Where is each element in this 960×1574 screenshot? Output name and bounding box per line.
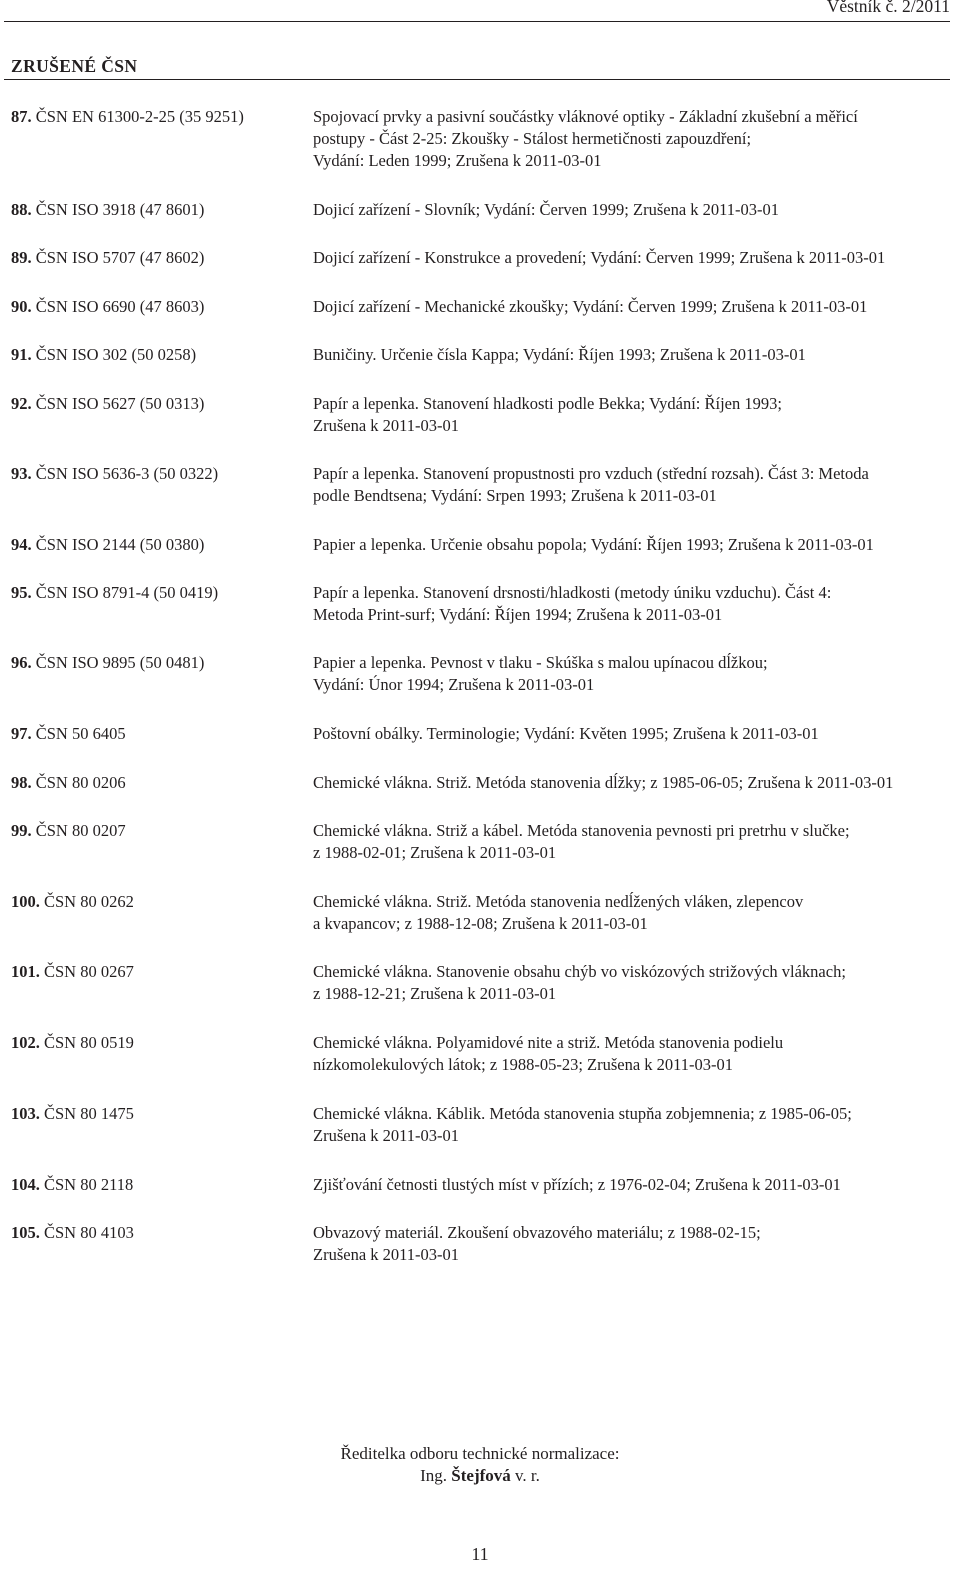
page-number: 11 (471, 1544, 489, 1564)
header-title: Věstník č. 2/2011 (826, 0, 950, 16)
entry-description (313, 344, 953, 366)
entry-description (313, 296, 953, 318)
entry-description-line: podle Bendtsena; Vydání: Srpen 1993; Zrušena k 2011-03-01 (313, 486, 717, 505)
entry-description (313, 199, 953, 221)
entry-description (313, 772, 953, 794)
entry-description (313, 393, 953, 437)
entry-description (313, 1103, 953, 1147)
entry-number: 87. (11, 107, 32, 126)
signature-name: Štejfová (451, 1466, 511, 1485)
section-rule (4, 79, 950, 80)
entry-description-line: Zrušena k 2011-03-01 (313, 1126, 460, 1145)
entry-description-line: Zjišťování četnosti tlustých míst v přízích; z 1976-02-04; Zrušena k 2011-03-01 (313, 1175, 841, 1194)
entry-code (11, 1174, 133, 1196)
entry-description-line: z 1988-02-01; Zrušena k 2011-03-01 (313, 843, 557, 862)
entry-code (11, 1103, 134, 1125)
entry-number: 99. (11, 821, 32, 840)
entry-standard: ČSN 80 2118 (44, 1175, 134, 1194)
entry-code (11, 344, 196, 366)
entry-number: 94. (11, 535, 32, 554)
entry-description (313, 106, 953, 172)
entry-standard: ČSN 80 4103 (44, 1223, 134, 1242)
entry-code (11, 891, 134, 913)
entry-description-line: Vydání: Leden 1999; Zrušena k 2011-03-01 (313, 151, 602, 170)
entry-description (313, 891, 953, 935)
entry-description-line: z 1988-12-21; Zrušena k 2011-03-01 (313, 984, 557, 1003)
entry-description-line: Papír a lepenka. Stanovení hladkosti podle Bekka; Vydání: Říjen 1993; (313, 394, 782, 413)
entry-number: 97. (11, 724, 32, 743)
entry-standard: ČSN ISO 5636-3 (50 0322) (35, 464, 219, 483)
entry-standard: ČSN ISO 6690 (47 8603) (35, 297, 205, 316)
entry-code (11, 463, 218, 485)
entry-standard: ČSN 80 0206 (35, 773, 126, 792)
entry-code (11, 652, 204, 674)
entry-number: 98. (11, 773, 32, 792)
entry-description-line: Dojicí zařízení - Konstrukce a provedení; Vydání: Červen 1999; Zrušena k 2011-03-01 (313, 248, 886, 267)
entry-standard: ČSN EN 61300-2-25 (35 9251) (35, 107, 244, 126)
entry-description-line: Metoda Print-surf; Vydání: Říjen 1994; Zrušena k 2011-03-01 (313, 605, 723, 624)
entry-standard: ČSN ISO 302 (50 0258) (35, 345, 197, 364)
signature-name-line (0, 1465, 960, 1487)
entry-description-line: Poštovní obálky. Terminologie; Vydání: Květen 1995; Zrušena k 2011-03-01 (313, 724, 819, 743)
entry-description-line: Chemické vlákna. Káblik. Metóda stanovenia stupňa zobjemnenia; z 1985-06-05; (313, 1104, 852, 1123)
entry-standard: ČSN 50 6405 (35, 724, 126, 743)
entry-number: 104. (11, 1175, 40, 1194)
entry-number: 96. (11, 653, 32, 672)
entry-description (313, 247, 953, 269)
entry-code (11, 106, 244, 128)
entry-description-line: Dojicí zařízení - Slovník; Vydání: Červen 1999; Zrušena k 2011-03-01 (313, 200, 780, 219)
entry-description (313, 961, 953, 1005)
entry-standard: ČSN 80 1475 (44, 1104, 134, 1123)
entry-description-line: Chemické vlákna. Striž. Metóda stanovenia dĺžky; z 1985-06-05; Zrušena k 2011-03-01 (313, 773, 894, 792)
entry-code (11, 393, 204, 415)
entry-description (313, 1032, 953, 1076)
entry-description-line: Papier a lepenka. Určenie obsahu popola; Vydání: Říjen 1993; Zrušena k 2011-03-01 (313, 535, 874, 554)
entry-standard: ČSN 80 0519 (44, 1033, 134, 1052)
entry-number: 93. (11, 464, 32, 483)
entry-description (313, 1222, 953, 1266)
entry-description-line: Buničiny. Určenie čísla Kappa; Vydání: Říjen 1993; Zrušena k 2011-03-01 (313, 345, 806, 364)
entry-description-line: a kvapancov; z 1988-12-08; Zrušena k 2011-03-01 (313, 914, 648, 933)
entry-code (11, 723, 126, 745)
signature-title: Ředitelka odboru technické normalizace: (340, 1444, 620, 1463)
entry-standard: ČSN ISO 9895 (50 0481) (35, 653, 205, 672)
entry-standard: ČSN 80 0267 (44, 962, 134, 981)
entry-description-line: Papier a lepenka. Pevnost v tlaku - Skúška s malou upínacou dĺžkou; (313, 653, 768, 672)
entry-description-line: Chemické vlákna. Striž. Metóda stanovenia nedĺžených vláken, zlepencov (313, 892, 804, 911)
entry-code (11, 1032, 134, 1054)
entry-number: 102. (11, 1033, 40, 1052)
entry-description (313, 1174, 953, 1196)
entry-description-line: Chemické vlákna. Polyamidové nite a striž. Metóda stanovenia podielu (313, 1033, 784, 1052)
entry-description-line: Papír a lepenka. Stanovení propustnosti pro vzduch (střední rozsah). Část 3: Metoda (313, 464, 869, 483)
entry-number: 88. (11, 200, 32, 219)
entry-description (313, 534, 953, 556)
entry-code (11, 247, 204, 269)
entry-code (11, 1222, 134, 1244)
entry-code (11, 199, 204, 221)
entry-code (11, 296, 204, 318)
signature-suffix: v. r. (510, 1466, 540, 1485)
entry-standard: ČSN ISO 5627 (50 0313) (35, 394, 205, 413)
entry-number: 91. (11, 345, 32, 364)
entry-description (313, 652, 953, 696)
entry-description-line: postupy - Část 2-25: Zkoušky - Stálost hermetičnosti zapouzdření; (313, 129, 752, 148)
entry-description-line: Zrušena k 2011-03-01 (313, 416, 460, 435)
entry-description (313, 463, 953, 507)
entry-description-line: Vydání: Únor 1994; Zrušena k 2011-03-01 (313, 675, 595, 694)
entry-number: 89. (11, 248, 32, 267)
entry-description-line: Papír a lepenka. Stanovení drsnosti/hladkosti (metody úniku vzduchu). Část 4: (313, 583, 832, 602)
entry-standard: ČSN 80 0262 (44, 892, 134, 911)
entry-standard: ČSN ISO 5707 (47 8602) (35, 248, 205, 267)
entry-description (313, 820, 953, 864)
entry-description-line: Obvazový materiál. Zkoušení obvazového materiálu; z 1988-02-15; (313, 1223, 761, 1242)
entry-description-line: Dojicí zařízení - Mechanické zkoušky; Vydání: Červen 1999; Zrušena k 2011-03-01 (313, 297, 868, 316)
entry-number: 101. (11, 962, 40, 981)
entry-description-line: Chemické vlákna. Stanovenie obsahu chýb vo viskózových strižových vláknach; (313, 962, 846, 981)
entry-description (313, 723, 953, 745)
entry-number: 105. (11, 1223, 40, 1242)
entry-number: 103. (11, 1104, 40, 1123)
entry-description-line: Spojovací prvky a pasivní součástky vláknové optiky - Základní zkušební a měřicí (313, 107, 858, 126)
entry-standard: ČSN ISO 2144 (50 0380) (35, 535, 205, 554)
entry-number: 95. (11, 583, 32, 602)
entry-number: 92. (11, 394, 32, 413)
entry-code (11, 772, 126, 794)
entry-number: 90. (11, 297, 32, 316)
entry-code (11, 820, 126, 842)
entry-number: 100. (11, 892, 40, 911)
entry-description-line: Zrušena k 2011-03-01 (313, 1245, 460, 1264)
entry-description-line: nízkomolekulových látok; z 1988-05-23; Zrušena k 2011-03-01 (313, 1055, 734, 1074)
entry-description (313, 582, 953, 626)
entry-standard: ČSN ISO 8791-4 (50 0419) (35, 583, 219, 602)
entry-code (11, 961, 134, 983)
entry-description-line: Chemické vlákna. Striž a kábel. Metóda stanovenia pevnosti pri pretrhu v slučke; (313, 821, 850, 840)
signature (0, 1443, 960, 1487)
section-title: ZRUŠENÉ ČSN (11, 56, 138, 76)
signature-prefix: Ing. (420, 1466, 452, 1485)
entry-code (11, 534, 204, 556)
entry-code (11, 582, 218, 604)
header-rule (4, 21, 950, 22)
entry-standard: ČSN 80 0207 (35, 821, 126, 840)
entry-standard: ČSN ISO 3918 (47 8601) (35, 200, 205, 219)
